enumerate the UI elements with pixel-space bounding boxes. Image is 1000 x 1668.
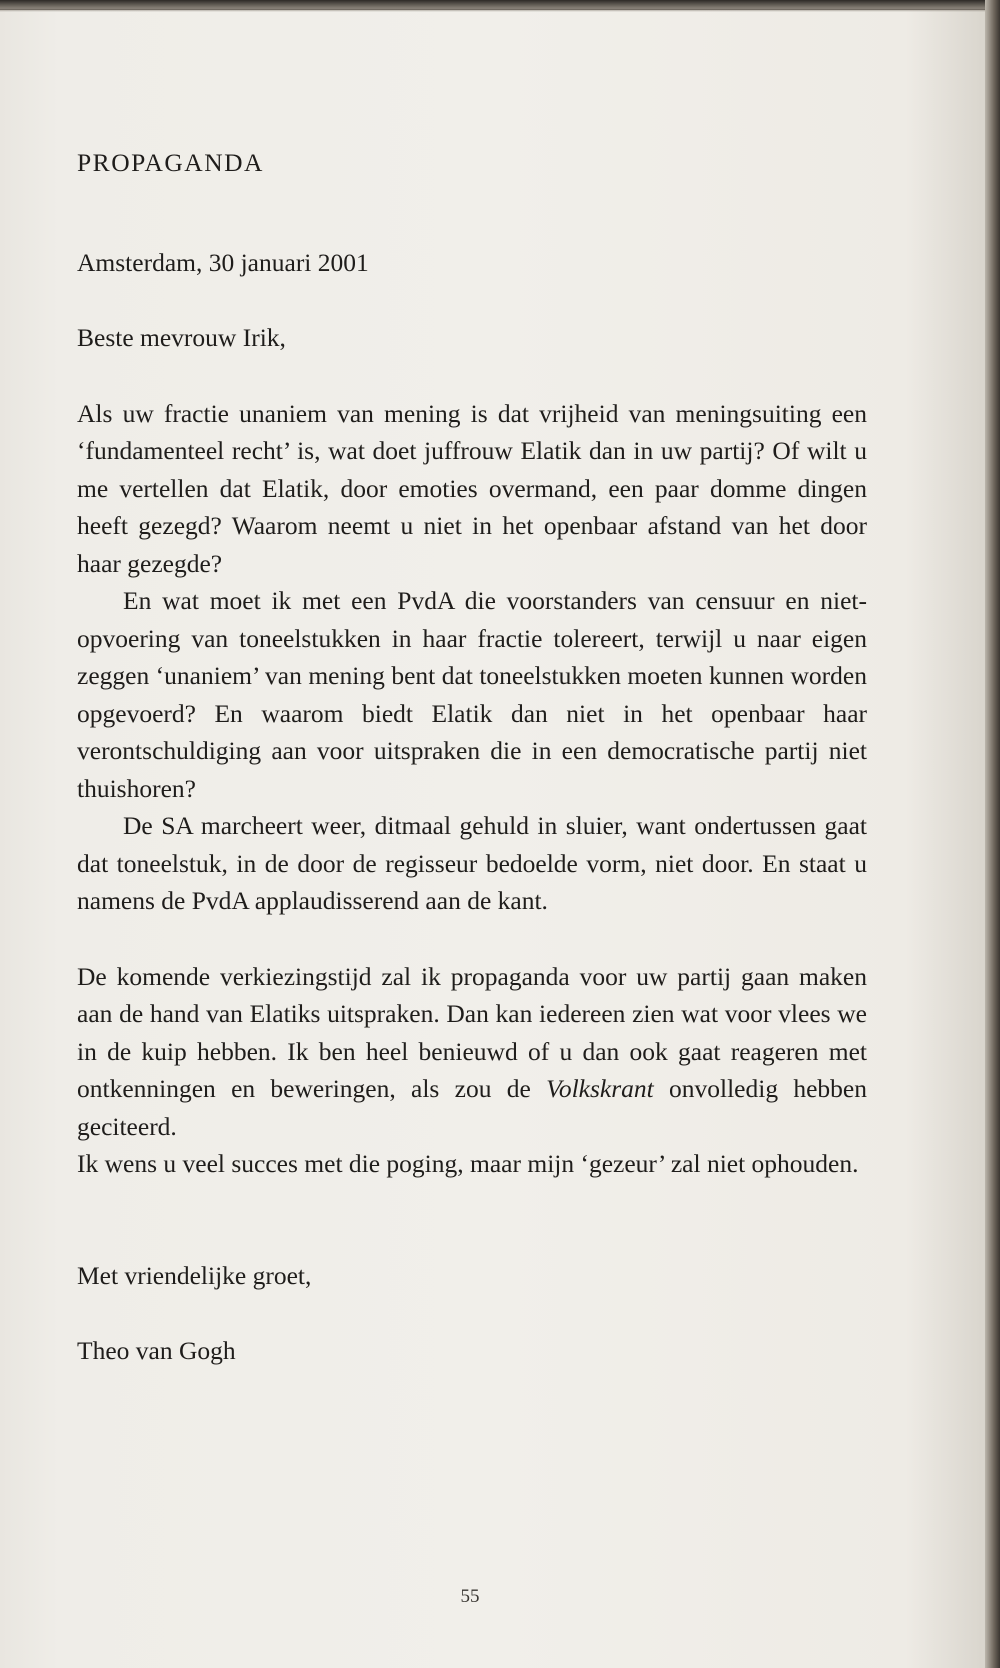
letter-closing: Met vriendelijke groet, [77,1260,312,1290]
page-title: PROPAGANDA [77,148,264,177]
letter-date: Amsterdam, 30 januari 2001 [77,247,369,277]
paragraph-4-text-end: onvolledig hebben geciteerd. [77,1074,867,1141]
newspaper-name: Volkskrant [546,1074,654,1103]
letter-salutation: Beste mevrouw Irik, [77,323,286,352]
letter-signature: Theo van Gogh [77,1336,236,1365]
book-page [0,10,985,1668]
page-binding-edge [985,0,1000,1668]
page-number: 55 [460,1586,480,1607]
paragraph-3: De SA marcheert weer, ditmaal gehuld in sluier, want ondertussen gaat dat toneelstuk, in de door de regisseur bedoelde vorm, niet door. En staat u namens de PvdA applaudisserend aan de kant. [77,811,867,915]
paragraph-4 [77,958,867,1146]
page-top-shadow [0,0,1000,12]
paragraph-5: Ik wens u veel succes met die poging, maar mijn ‘gezeur’ zal niet ophouden. [77,1149,859,1178]
paragraph-4-text-start: De komende verkiezingstijd zal ik propaganda voor uw partij gaan maken aan de hand van Elatiks uitspraken. Dan kan iedereen zien wat voor vlees we in de kuip hebben. Ik ben heel benieuwd of u dan ook gaat reageren met ontkenningen en beweringen, als zou de [77,961,867,1103]
letter-body [77,144,867,1370]
paragraph-1: Als uw fractie unaniem van mening is dat vrijheid van meningsuiting een ‘fundamenteel recht’ is, wat doet juffrouw Elatik dan in uw partij? Of wilt u me vertellen dat Elatik, door emoties overmand, een paar domme dingen heeft gezegd? Waarom neemt u niet in het openbaar afstand van het door haar gezegde? [77,398,867,578]
paragraph-2: En wat moet ik met een PvdA die voorstanders van censuur en niet-opvoering van toneelstukken in haar fractie tolereert, terwijl u naar eigen zeggen ‘unaniem’ van mening bent dat toneelstukken moeten kunnen worden opgevoerd? En waarom biedt Elatik dan niet in het openbaar haar verontschuldiging aan voor uitspraken die in een democratische partij niet thuishoren? [77,586,867,803]
